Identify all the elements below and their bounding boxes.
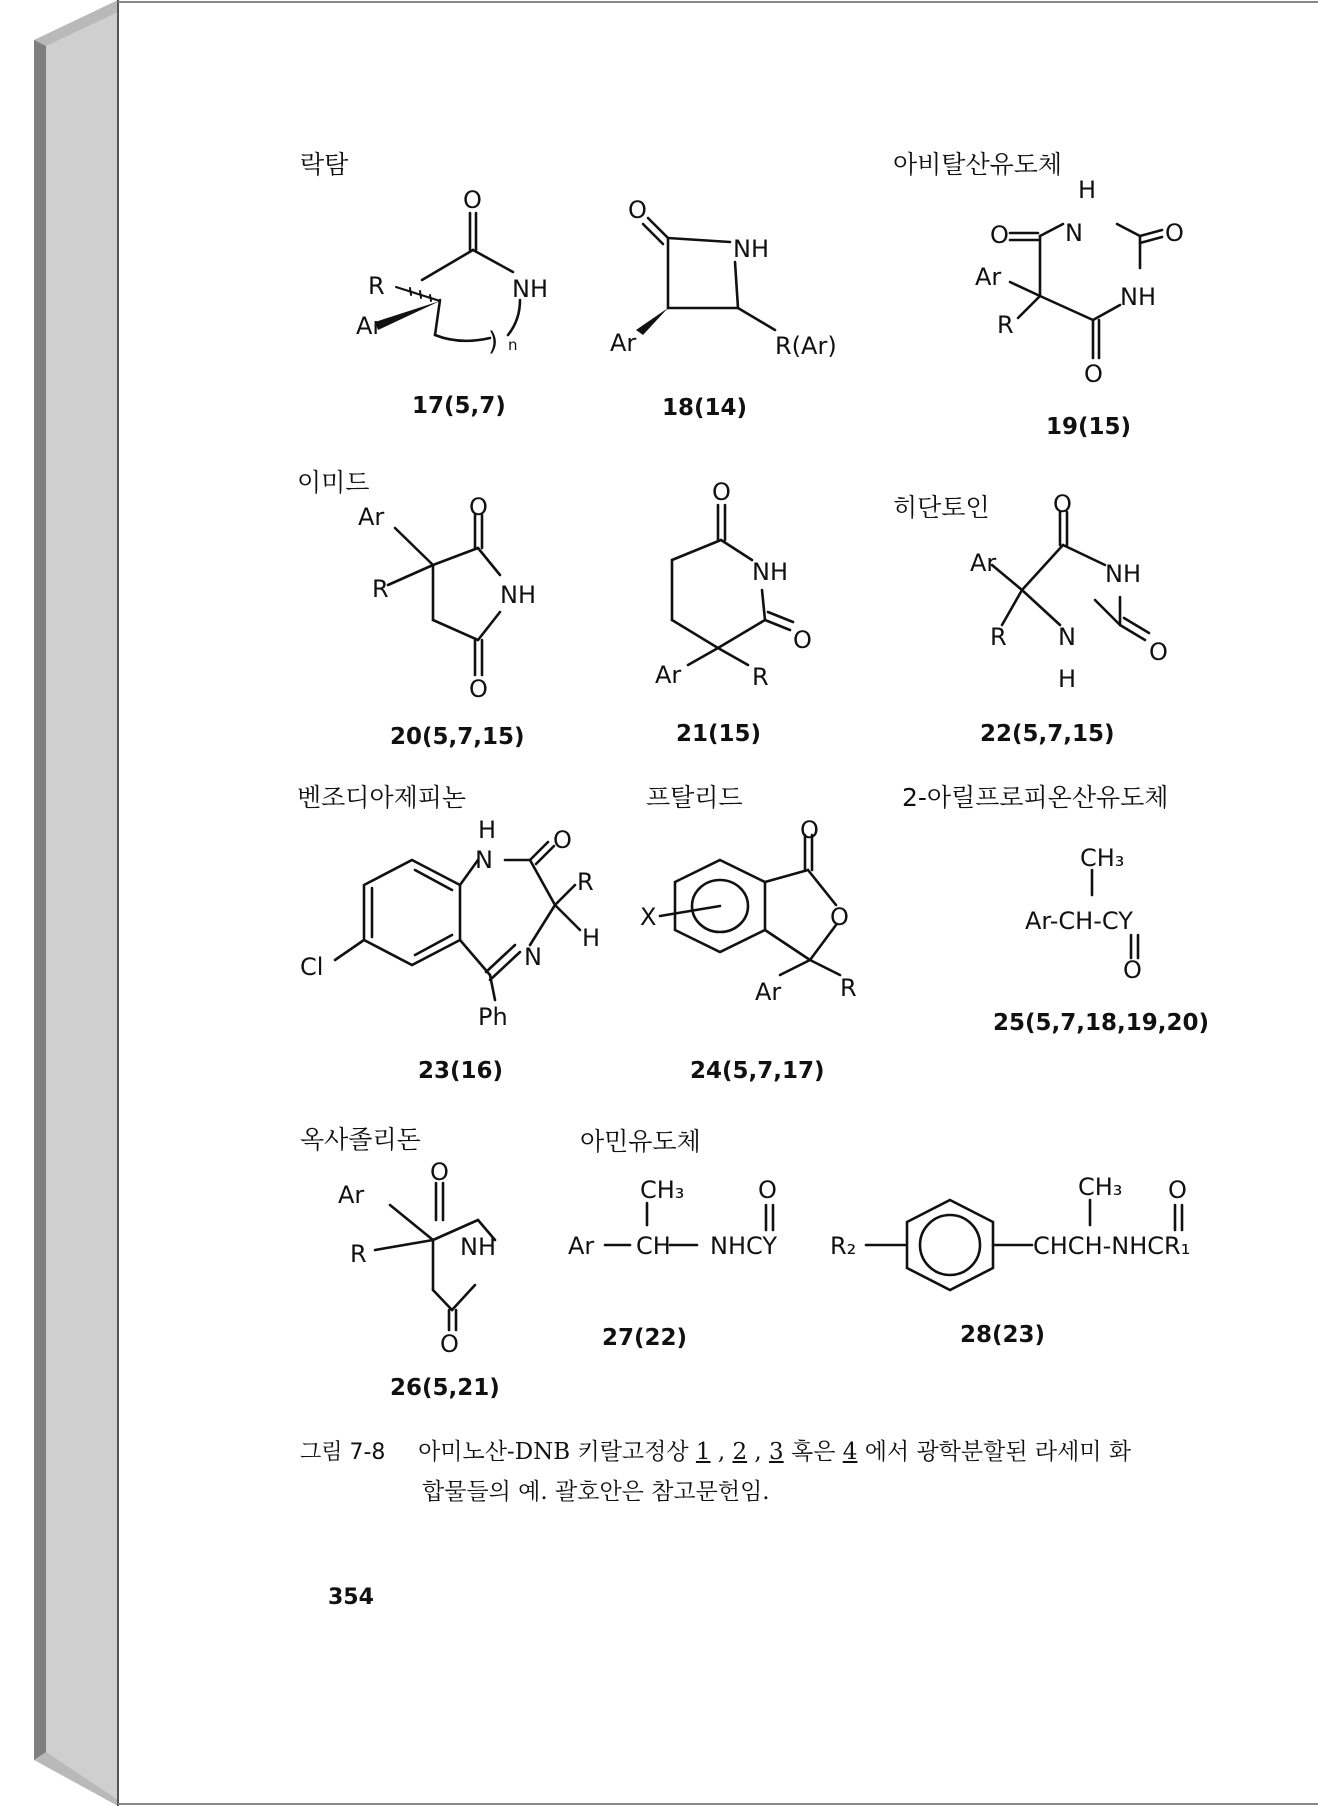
s19-nh: NH: [1120, 283, 1156, 311]
s22-nh: NH: [1105, 560, 1141, 588]
s23-h-top: H: [478, 816, 497, 844]
s26-o-bottom: O: [440, 1330, 459, 1358]
s23-ph: Ph: [478, 1003, 508, 1031]
s27-ch3: CH₃: [640, 1176, 685, 1204]
s24-r: R: [840, 974, 857, 1002]
s21-o-right: O: [793, 626, 812, 654]
structure-17: [422, 213, 520, 341]
s20-r: R: [372, 575, 389, 603]
page-number: 354: [328, 1585, 374, 1610]
s18-nh: NH: [733, 235, 769, 263]
s18-o: O: [628, 196, 647, 224]
category-imide: 이미드: [297, 468, 370, 497]
structure-24: [660, 835, 840, 975]
s17-nh: NH: [512, 275, 548, 303]
structure-23: [335, 842, 580, 1000]
s22-h: H: [1058, 665, 1077, 693]
s17-o: O: [463, 186, 482, 214]
structure-17-wedge: [375, 301, 440, 330]
s28-r2: R₂: [830, 1232, 857, 1260]
s28-chain: CHCH-NHCR₁: [1033, 1232, 1191, 1260]
s28-ch3: CH₃: [1078, 1173, 1123, 1201]
s23-n-top: N: [475, 846, 493, 874]
caption-text-a: 아미노산-DNB 키랄고정상: [418, 1439, 696, 1465]
category-oxazolidone: 옥사졸리돈: [300, 1125, 421, 1154]
structure-17-hash: [396, 287, 440, 301]
s17-ar: Ar: [356, 312, 383, 340]
s19-o-right: O: [1165, 219, 1184, 247]
s21-ar: Ar: [655, 661, 682, 689]
s27-o: O: [758, 1176, 777, 1204]
s20-o-top: O: [469, 493, 488, 521]
s27-nhcy: NHCY: [710, 1232, 777, 1260]
s21-o-top: O: [712, 478, 731, 506]
structure-20: [388, 515, 500, 675]
category-lactam: 락탐: [300, 150, 349, 179]
s19-ar: Ar: [975, 263, 1002, 291]
caption-ref-1: 1: [695, 1439, 711, 1465]
caption-sep-1: ,: [717, 1439, 733, 1465]
s23-n-ring: N: [524, 943, 542, 971]
compound-25-label: 25(5,7,18,19,20): [993, 1010, 1210, 1036]
s17-r: R: [368, 272, 385, 300]
compound-18-label: 18(14): [662, 395, 748, 421]
s25-ch3: CH₃: [1080, 844, 1125, 872]
compound-20-label: 20(5,7,15): [390, 724, 525, 750]
s19-o-left: O: [990, 221, 1009, 249]
caption-line-1: [300, 1432, 1131, 1473]
s21-r: R: [752, 663, 769, 691]
s26-nh: NH: [460, 1233, 496, 1261]
s20-nh: NH: [500, 581, 536, 609]
category-barbituric: 아비탈산유도체: [893, 150, 1063, 179]
s17-n: n: [508, 336, 518, 354]
s27-ar: Ar: [568, 1232, 595, 1260]
s22-o-right: O: [1149, 638, 1168, 666]
s26-ar: Ar: [338, 1181, 365, 1209]
s22-r: R: [990, 623, 1007, 651]
compound-22-label: 22(5,7,15): [980, 721, 1115, 747]
compound-19-label: 19(15): [1046, 414, 1132, 440]
category-amine: 아민유도체: [580, 1127, 701, 1156]
s23-cl: Cl: [300, 953, 324, 981]
s23-o: O: [553, 826, 572, 854]
s19-r: R: [997, 311, 1014, 339]
caption-ref-2: 2: [732, 1439, 748, 1465]
s17-paren: ): [488, 327, 499, 357]
category-phthalide: 프탈리드: [646, 783, 743, 812]
compound-27-label: 27(22): [602, 1325, 688, 1351]
structure-18-wedge: [636, 308, 668, 335]
compound-23-label: 23(16): [418, 1058, 504, 1084]
s23-h-side: H: [582, 924, 601, 952]
s27-ch: CH: [636, 1232, 671, 1260]
s19-n: N: [1065, 219, 1083, 247]
caption-ref-4: 4: [842, 1439, 858, 1465]
compound-17-label: 17(5,7): [412, 393, 506, 419]
category-arylpropionic: 2-아릴프로피온산유도체: [902, 783, 1169, 812]
category-benzodiazepinone: 벤조디아제피논: [297, 783, 467, 812]
s22-n: N: [1058, 623, 1076, 651]
s24-o-ring: O: [830, 903, 849, 931]
s22-o-top: O: [1053, 490, 1072, 518]
caption-ref-3: 3: [769, 1439, 784, 1465]
s19-h: H: [1078, 176, 1097, 204]
s20-o-bottom: O: [469, 675, 488, 703]
s21-nh: NH: [752, 558, 788, 586]
s24-o-top: O: [800, 816, 819, 844]
category-hydantoin: 히단토인: [893, 493, 990, 522]
s25-o: O: [1123, 956, 1142, 984]
s22-ar: Ar: [970, 549, 997, 577]
s23-r: R: [577, 868, 594, 896]
compound-21-label: 21(15): [676, 721, 762, 747]
caption-sep-2: ,: [754, 1439, 770, 1465]
s20-ar: Ar: [358, 503, 385, 531]
s18-rar: R(Ar): [775, 332, 837, 360]
caption-line-2: 합물들의 예. 괄호안은 참고문헌임.: [422, 1479, 770, 1505]
caption-figure-label: 그림 7-8: [300, 1440, 386, 1465]
s26-r: R: [350, 1240, 367, 1268]
caption-text-c: 에서 광학분할된 라세미 화: [864, 1439, 1132, 1465]
s18-ar: Ar: [610, 329, 637, 357]
s26-o-top: O: [430, 1158, 449, 1186]
s25-chain: Ar-CH-CY: [1025, 907, 1133, 935]
s24-ar: Ar: [755, 978, 782, 1006]
s28-o: O: [1168, 1176, 1187, 1204]
compound-28-label: 28(23): [960, 1322, 1046, 1348]
compound-26-label: 26(5,21): [390, 1375, 500, 1401]
s24-x: X: [640, 903, 657, 931]
compound-24-label: 24(5,7,17): [690, 1058, 825, 1084]
caption-text-b: 혹은: [791, 1439, 843, 1465]
s19-o-bottom: O: [1084, 360, 1103, 388]
